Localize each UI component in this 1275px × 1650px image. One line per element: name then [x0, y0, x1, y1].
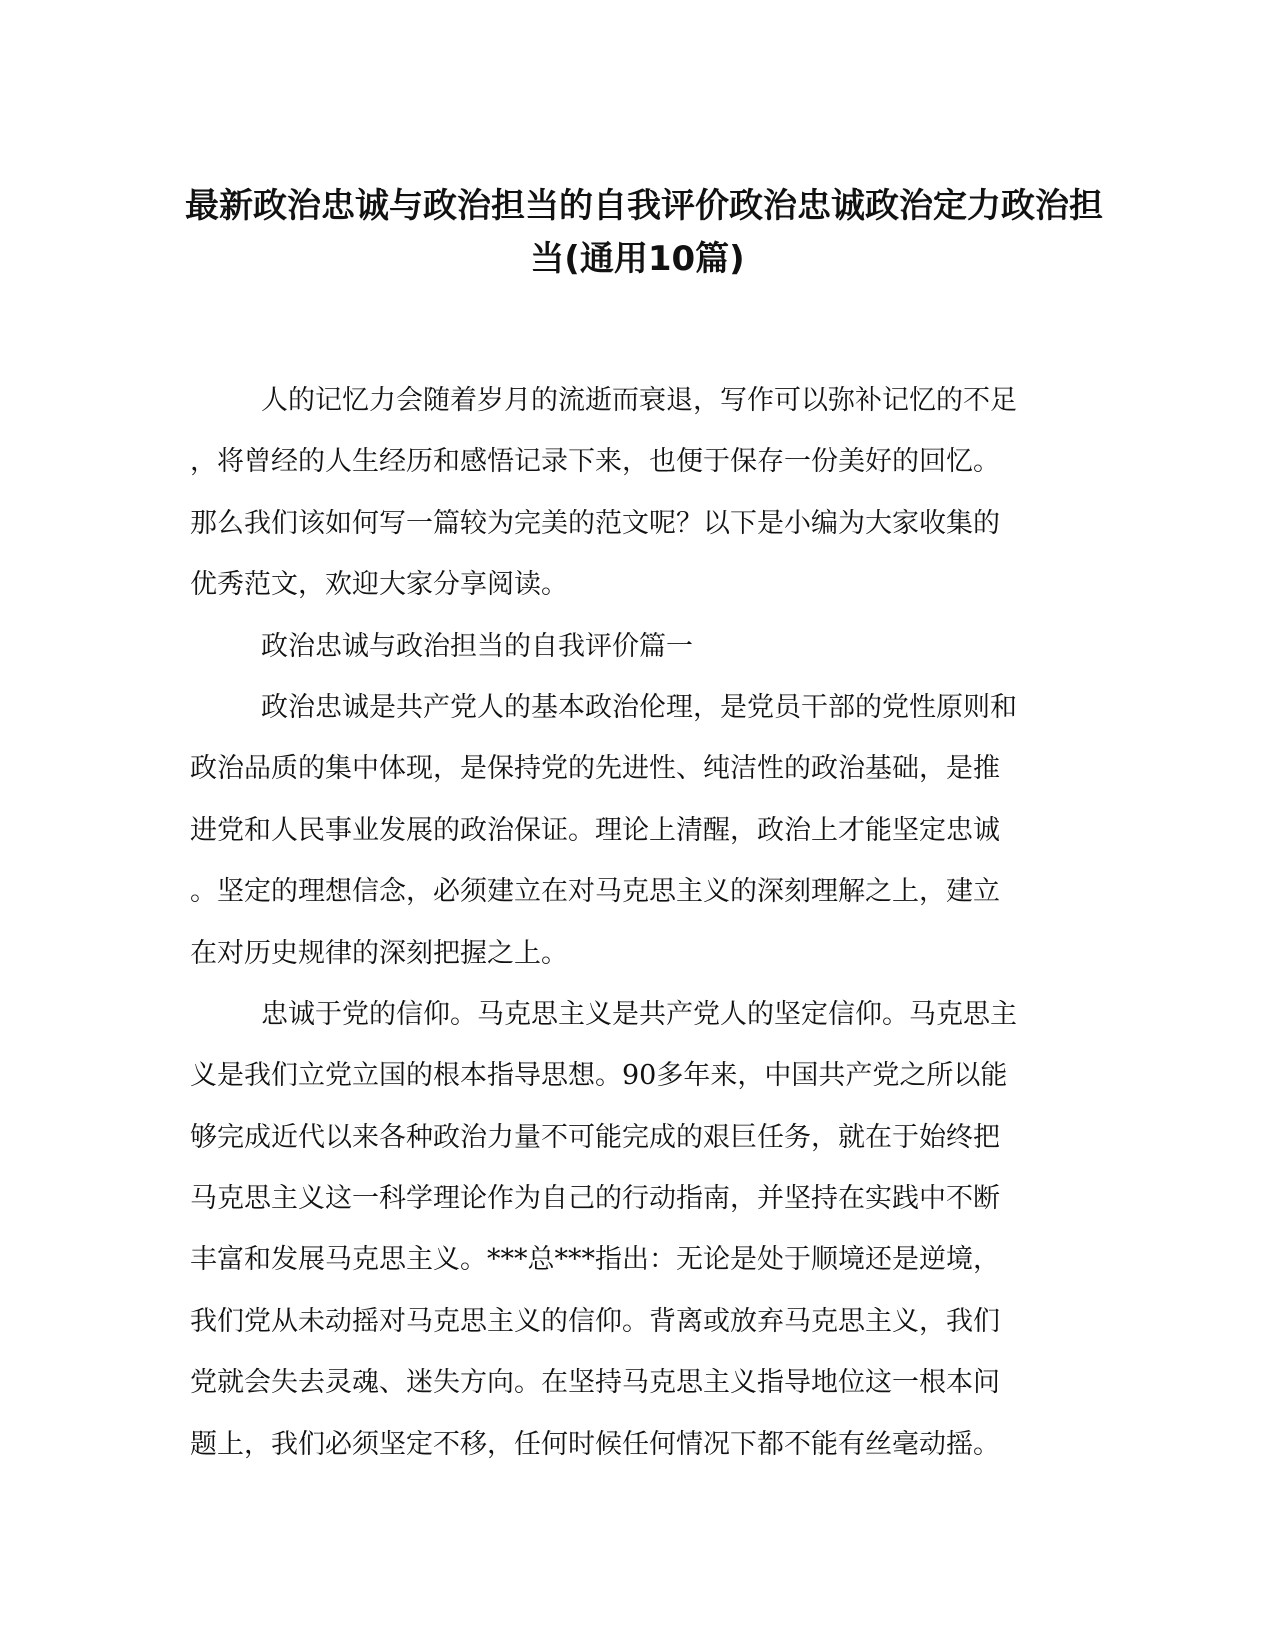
paragraph-line: 够完成近代以来各种政治力量不可能完成的艰巨任务，就在于始终把: [190, 1121, 1000, 1153]
paragraph-line: 我们党从未动摇对马克思主义的信仰。背离或放弃马克思主义，我们: [190, 1305, 1000, 1337]
paragraph-line: 党就会失去灵魂、迷失方向。在坚持马克思主义指导地位这一根本问: [190, 1367, 1000, 1399]
paragraph-line: 在对历史规律的深刻把握之上。: [190, 937, 568, 969]
paragraph-line: 。坚定的理想信念，必须建立在对马克思主义的深刻理解之上，建立: [190, 876, 1000, 908]
paragraph-faith: [190, 984, 1090, 1475]
paragraph-line: 人的记忆力会随着岁月的流逝而衰退，写作可以弥补记忆的不足: [261, 385, 1017, 416]
paragraph-line: 丰富和发展马克思主义。***总***指出：无论是处于顺境还是逆境，: [190, 1244, 1000, 1276]
paragraph-line: 政治品质的集中体现，是保持党的先进性、纯洁性的政治基础，是推: [190, 753, 1000, 785]
paragraph-line: 义是我们立党立国的根本指导思想。90多年来，中国共产党之所以能: [190, 1060, 1008, 1092]
paragraph-line: 那么我们该如何写一篇较为完美的范文呢？以下是小编为大家收集的: [190, 507, 1000, 539]
section-heading: [190, 616, 1090, 677]
document-body: [190, 370, 1090, 1475]
paragraph-line: 马克思主义这一科学理论作为自己的行动指南，并坚持在实践中不断: [190, 1183, 1000, 1215]
title-line-2: 当(通用10篇): [530, 239, 745, 279]
document-title: [185, 180, 1103, 286]
paragraph-line: ，将曾经的人生经历和感悟记录下来，也便于保存一份美好的回忆。: [190, 446, 1000, 478]
paragraph-line: 进党和人民事业发展的政治保证。理论上清醒，政治上才能坚定忠诚: [190, 814, 1000, 846]
paragraph-line: 题上，我们必须坚定不移，任何时候任何情况下都不能有丝毫动摇。: [190, 1428, 1000, 1460]
section-heading-text: 政治忠诚与政治担当的自我评价篇一: [261, 630, 693, 662]
paragraph-line: 政治忠诚是共产党人的基本政治伦理，是党员干部的党性原则和: [261, 691, 1017, 723]
paragraph-political-loyalty: [190, 677, 1090, 984]
paragraph-intro: [190, 370, 1090, 616]
paragraph-line: 优秀范文，欢迎大家分享阅读。: [190, 569, 568, 601]
title-line-1: 最新政治忠诚与政治担当的自我评价政治忠诚政治定力政治担: [185, 186, 1103, 226]
paragraph-line: 忠诚于党的信仰。马克思主义是共产党人的坚定信仰。马克思主: [261, 998, 1017, 1030]
